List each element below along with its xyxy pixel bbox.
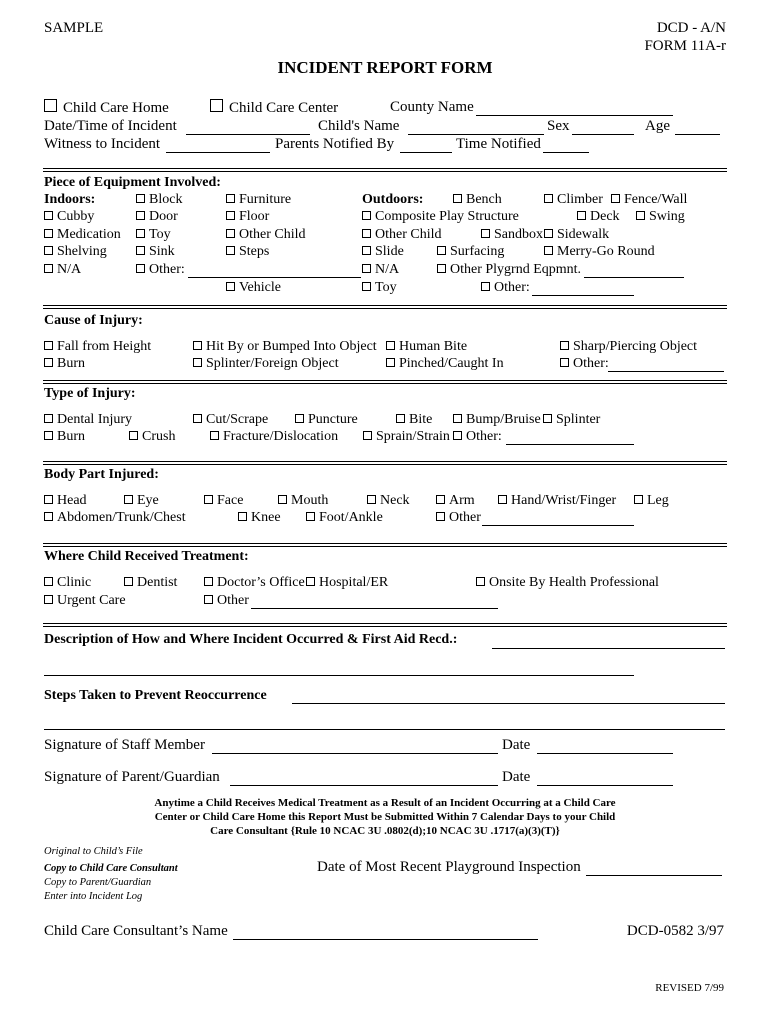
equip-medication[interactable] <box>44 227 121 243</box>
type-cut[interactable] <box>193 412 268 428</box>
checkbox-icon[interactable] <box>226 229 235 238</box>
date-time-field[interactable] <box>186 134 310 135</box>
option-label: Onsite By Health Professional <box>489 575 659 590</box>
option-label: Vehicle <box>239 280 281 295</box>
parents-notified-field[interactable] <box>400 152 452 153</box>
body-heading: Body Part Injured: <box>44 467 159 482</box>
parent-date-field[interactable] <box>537 785 673 786</box>
option-label: Fall from Height <box>57 339 152 354</box>
option-label: Other Plygrnd Eqpmnt. <box>450 262 582 277</box>
checkbox-icon[interactable] <box>560 341 569 350</box>
checkbox-icon[interactable] <box>124 495 133 504</box>
checkbox-icon[interactable] <box>193 414 202 423</box>
section-divider <box>43 168 727 172</box>
option-label: Fracture/Dislocation <box>223 429 339 444</box>
consultant-name-field[interactable] <box>233 939 538 940</box>
option-label: Other Child <box>239 227 306 242</box>
type-fracture[interactable] <box>210 429 338 445</box>
equip-shelving[interactable] <box>44 244 107 260</box>
option-label: Human Bite <box>399 339 468 354</box>
checkbox-icon[interactable] <box>306 512 315 521</box>
option-label: Other <box>449 510 481 525</box>
equip-fence[interactable] <box>611 192 687 208</box>
option-label: Crush <box>142 429 176 444</box>
distribution-consultant: Copy to Child Care Consultant <box>44 863 178 874</box>
option-label: Splinter <box>556 412 601 427</box>
checkbox-icon[interactable] <box>44 414 53 423</box>
option-label: Foot/Ankle <box>319 510 383 525</box>
child-care-center-option[interactable] <box>210 99 338 117</box>
distribution-parent: Copy to Parent/Guardian <box>44 877 152 888</box>
option-label: Dental Injury <box>57 412 133 427</box>
equip-other-plygrnd[interactable] <box>437 262 581 278</box>
checkbox-icon[interactable] <box>44 431 53 440</box>
option-label: Neck <box>380 493 410 508</box>
checkbox-icon[interactable] <box>362 229 371 238</box>
treatment-other-field[interactable] <box>251 608 498 609</box>
notice-line-2: Center or Child Care Home this Report Must be Submitted Within 7 Calendar Days to your Child <box>154 811 616 823</box>
equip-toy-out[interactable] <box>362 280 397 296</box>
indoors-label: Indoors: <box>44 192 96 207</box>
checkbox-icon[interactable] <box>44 211 53 220</box>
equip-block[interactable] <box>136 192 182 208</box>
option-label: Other Child <box>375 227 442 242</box>
equip-sandbox[interactable] <box>481 227 543 243</box>
body-head[interactable] <box>44 493 87 509</box>
equip-na-out[interactable] <box>362 262 399 278</box>
option-label: Steps <box>239 244 270 259</box>
checkbox-icon[interactable] <box>636 211 645 220</box>
equip-cubby[interactable] <box>44 209 94 225</box>
option-label: Child Care Center <box>229 100 339 116</box>
childs-name-label: Child's Name <box>318 118 400 134</box>
form-number: DCD-0582 3/97 <box>626 923 724 939</box>
body-arm[interactable] <box>436 493 475 509</box>
option-label: Furniture <box>239 192 292 207</box>
option-label: Deck <box>590 209 620 224</box>
option-label: Sandbox <box>494 227 543 242</box>
equip-climber[interactable] <box>544 192 603 208</box>
option-label: Child Care Home <box>63 100 169 116</box>
child-care-home-option[interactable] <box>44 99 169 117</box>
checkbox-icon[interactable] <box>437 246 446 255</box>
option-label: Merry-Go Round <box>557 244 655 259</box>
checkbox-icon[interactable] <box>362 211 371 220</box>
option-label: Other: <box>149 262 185 277</box>
checkbox-icon[interactable] <box>136 246 145 255</box>
equip-surfacing[interactable] <box>437 244 504 260</box>
option-label: Hit By or Bumped Into Object <box>206 339 377 354</box>
checkbox-icon[interactable] <box>226 194 235 203</box>
option-label: Sharp/Piercing Object <box>573 339 698 354</box>
checkbox-icon[interactable] <box>278 495 287 504</box>
description-field-2[interactable] <box>44 675 634 676</box>
checkbox-icon[interactable] <box>363 431 372 440</box>
checkbox-icon[interactable] <box>498 495 507 504</box>
checkbox-icon[interactable] <box>611 194 620 203</box>
equip-floor[interactable] <box>226 209 269 225</box>
outdoors-label: Outdoors: <box>362 192 424 207</box>
checkbox-icon[interactable] <box>136 211 145 220</box>
time-notified-field[interactable] <box>543 152 589 153</box>
option-label: Urgent Care <box>57 593 126 608</box>
treatment-heading: Where Child Received Treatment: <box>44 549 249 564</box>
type-other-field[interactable] <box>506 444 634 445</box>
type-bite[interactable] <box>396 412 432 428</box>
cause-pinched[interactable] <box>386 356 504 372</box>
checkbox-icon[interactable] <box>481 229 490 238</box>
option-label: Mouth <box>291 493 329 508</box>
option-label: Doctor’s Office <box>217 575 305 590</box>
checkbox-icon[interactable] <box>386 358 395 367</box>
option-label: Other <box>217 593 249 608</box>
option-label: Shelving <box>57 244 107 259</box>
equip-vehicle[interactable] <box>226 280 281 296</box>
checkbox-icon[interactable] <box>238 512 247 521</box>
sex-label: Sex <box>547 118 570 134</box>
body-neck[interactable] <box>367 493 410 509</box>
equip-steps[interactable] <box>226 244 269 260</box>
consultant-name-label: Child Care Consultant’s Name <box>44 923 228 939</box>
steps-heading: Steps Taken to Prevent Reoccurrence <box>44 688 267 703</box>
checkbox-icon[interactable] <box>193 341 202 350</box>
equip-toy[interactable] <box>136 227 171 243</box>
option-label: Surfacing <box>450 244 505 259</box>
option-label: Toy <box>149 227 171 242</box>
county-name-field[interactable] <box>476 115 673 116</box>
option-label: Climber <box>557 192 603 207</box>
equip-other-out-field[interactable] <box>532 295 634 296</box>
county-name-label: County Name <box>390 99 474 115</box>
type-other[interactable] <box>453 429 502 445</box>
sample-label: SAMPLE <box>44 20 104 36</box>
checkbox-icon[interactable] <box>476 577 485 586</box>
option-label: Face <box>217 493 244 508</box>
option-label: Pinched/Caught In <box>399 356 504 371</box>
equip-other-child[interactable] <box>226 227 306 243</box>
equip-door[interactable] <box>136 209 178 225</box>
form-code-1: DCD - A/N <box>656 20 726 36</box>
option-label: Burn <box>57 429 85 444</box>
checkbox-icon[interactable] <box>193 358 202 367</box>
checkbox-icon[interactable] <box>44 99 57 112</box>
equip-furniture[interactable] <box>226 192 291 208</box>
checkbox-icon[interactable] <box>44 264 53 273</box>
checkbox-icon[interactable] <box>634 495 643 504</box>
checkbox-icon[interactable] <box>44 246 53 255</box>
checkbox-icon[interactable] <box>386 341 395 350</box>
checkbox-icon[interactable] <box>136 229 145 238</box>
checkbox-icon[interactable] <box>453 194 462 203</box>
body-face[interactable] <box>204 493 243 509</box>
section-divider <box>43 461 727 465</box>
checkbox-icon[interactable] <box>295 414 304 423</box>
checkbox-icon[interactable] <box>362 246 371 255</box>
distribution-original: Original to Child’s File <box>44 846 143 857</box>
checkbox-icon[interactable] <box>362 264 371 273</box>
treatment-doctor[interactable] <box>204 575 305 591</box>
type-splinter[interactable] <box>543 412 600 428</box>
cause-splinter[interactable] <box>193 356 339 372</box>
section-divider <box>43 623 727 627</box>
body-other-field[interactable] <box>482 525 634 526</box>
body-other[interactable] <box>436 510 481 526</box>
checkbox-icon[interactable] <box>543 414 552 423</box>
checkbox-icon[interactable] <box>44 577 53 586</box>
date-time-label: Date/Time of Incident <box>44 118 177 134</box>
section-divider <box>43 305 727 309</box>
treatment-hospital[interactable] <box>306 575 388 591</box>
section-divider <box>43 380 727 384</box>
notice-line-1: Anytime a Child Receives Medical Treatment as a Result of an Incident Occurring at a Child Care <box>154 797 616 809</box>
equip-other-plygrnd-field[interactable] <box>584 277 684 278</box>
checkbox-icon[interactable] <box>544 246 553 255</box>
equipment-heading: Piece of Equipment Involved: <box>44 175 221 190</box>
checkbox-icon[interactable] <box>226 246 235 255</box>
body-foot[interactable] <box>306 510 383 526</box>
option-label: Splinter/Foreign Object <box>206 356 339 371</box>
staff-signature-field[interactable] <box>212 753 498 754</box>
parent-signature-label: Signature of Parent/Guardian <box>44 769 220 785</box>
staff-date-label: Date <box>502 737 531 753</box>
checkbox-icon[interactable] <box>396 414 405 423</box>
checkbox-icon[interactable] <box>367 495 376 504</box>
option-label: Puncture <box>308 412 358 427</box>
time-notified-label: Time Notified <box>456 136 541 152</box>
checkbox-icon[interactable] <box>44 595 53 604</box>
equip-slide[interactable] <box>362 244 404 260</box>
body-hand[interactable] <box>498 493 616 509</box>
option-label: Burn <box>57 356 85 371</box>
option-label: Bite <box>409 412 433 427</box>
option-label: Dentist <box>137 575 178 590</box>
option-label: Fence/Wall <box>624 192 688 207</box>
body-abdomen[interactable] <box>44 510 186 526</box>
checkbox-icon[interactable] <box>44 495 53 504</box>
type-burn[interactable] <box>44 429 85 445</box>
option-label: Block <box>149 192 183 207</box>
checkbox-icon[interactable] <box>44 358 53 367</box>
checkbox-icon[interactable] <box>436 495 445 504</box>
option-label: Composite Play Structure <box>375 209 519 224</box>
checkbox-icon[interactable] <box>306 577 315 586</box>
cause-human-bite[interactable] <box>386 339 467 355</box>
checkbox-icon[interactable] <box>560 358 569 367</box>
option-label: Door <box>149 209 178 224</box>
option-label: Arm <box>449 493 475 508</box>
option-label: Sprain/Strain <box>376 429 450 444</box>
option-label: Cubby <box>57 209 95 224</box>
cause-fall[interactable] <box>44 339 151 355</box>
cause-sharp[interactable] <box>560 339 697 355</box>
cause-hit[interactable] <box>193 339 377 355</box>
checkbox-icon[interactable] <box>437 264 446 273</box>
option-label: Sidewalk <box>557 227 610 242</box>
cause-other[interactable] <box>560 356 609 372</box>
body-eye[interactable] <box>124 493 159 509</box>
option-label: Toy <box>375 280 397 295</box>
option-label: Other: <box>466 429 502 444</box>
checkbox-icon[interactable] <box>481 282 490 291</box>
steps-field-2[interactable] <box>44 729 725 730</box>
cause-burn[interactable] <box>44 356 85 372</box>
age-label: Age <box>645 118 670 134</box>
checkbox-icon[interactable] <box>136 194 145 203</box>
witness-field[interactable] <box>166 152 270 153</box>
option-label: Hospital/ER <box>319 575 389 590</box>
checkbox-icon[interactable] <box>124 577 133 586</box>
body-mouth[interactable] <box>278 493 328 509</box>
checkbox-icon[interactable] <box>136 264 145 273</box>
option-label: Swing <box>649 209 685 224</box>
parents-notified-label: Parents Notified By <box>275 136 395 152</box>
option-label: Slide <box>375 244 404 259</box>
childs-name-field[interactable] <box>408 134 544 135</box>
checkbox-icon[interactable] <box>226 211 235 220</box>
treatment-clinic[interactable] <box>44 575 91 591</box>
option-label: N/A <box>57 262 82 277</box>
option-label: Floor <box>239 209 270 224</box>
option-label: Knee <box>251 510 281 525</box>
distribution-log: Enter into Incident Log <box>44 891 143 902</box>
checkbox-icon[interactable] <box>436 512 445 521</box>
description-field-1[interactable] <box>492 648 725 649</box>
option-label: Other: <box>494 280 530 295</box>
checkbox-icon[interactable] <box>453 431 462 440</box>
witness-label: Witness to Incident <box>44 136 161 152</box>
parent-signature-field[interactable] <box>230 785 498 786</box>
checkbox-icon[interactable] <box>362 282 371 291</box>
staff-signature-label: Signature of Staff Member <box>44 737 205 753</box>
equip-composite[interactable] <box>362 209 519 225</box>
equip-other-field[interactable] <box>188 277 361 278</box>
parent-date-label: Date <box>502 769 531 785</box>
checkbox-icon[interactable] <box>204 495 213 504</box>
body-leg[interactable] <box>634 493 669 509</box>
option-label: Leg <box>647 493 669 508</box>
steps-field-1[interactable] <box>292 703 725 704</box>
checkbox-icon[interactable] <box>453 414 462 423</box>
checkbox-icon[interactable] <box>210 431 219 440</box>
option-label: Bump/Bruise <box>466 412 541 427</box>
treatment-onsite[interactable] <box>476 575 659 591</box>
equip-bench[interactable] <box>453 192 502 208</box>
form-code-2: FORM 11A-r <box>644 38 726 54</box>
equip-sink[interactable] <box>136 244 175 260</box>
checkbox-icon[interactable] <box>210 99 223 112</box>
type-sprain[interactable] <box>363 429 450 445</box>
type-dental[interactable] <box>44 412 132 428</box>
checkbox-icon[interactable] <box>44 229 53 238</box>
type-bump[interactable] <box>453 412 541 428</box>
option-label: Abdomen/Trunk/Chest <box>57 510 186 525</box>
playground-inspection-field[interactable] <box>586 875 722 876</box>
option-label: Sink <box>149 244 175 259</box>
equip-na[interactable] <box>44 262 81 278</box>
option-label: Eye <box>137 493 159 508</box>
playground-inspection-label: Date of Most Recent Playground Inspection <box>317 859 581 875</box>
notice-line-3: Care Consultant {Rule 10 NCAC 3U .0802(d);10 NCAC 3U .1717(a)(3)(T)} <box>210 825 560 837</box>
page-title: INCIDENT REPORT FORM <box>277 58 493 77</box>
checkbox-icon[interactable] <box>129 431 138 440</box>
cause-heading: Cause of Injury: <box>44 313 143 328</box>
section-divider <box>43 543 727 547</box>
body-knee[interactable] <box>238 510 281 526</box>
option-label: Medication <box>57 227 121 242</box>
type-puncture[interactable] <box>295 412 358 428</box>
option-label: Cut/Scrape <box>206 412 269 427</box>
equip-other[interactable] <box>136 262 185 278</box>
checkbox-icon[interactable] <box>204 577 213 586</box>
checkbox-icon[interactable] <box>544 194 553 203</box>
type-heading: Type of Injury: <box>44 386 136 401</box>
option-label: Clinic <box>57 575 92 590</box>
staff-date-field[interactable] <box>537 753 673 754</box>
equip-other-out[interactable] <box>481 280 530 296</box>
cause-other-field[interactable] <box>608 371 724 372</box>
treatment-other[interactable] <box>204 593 249 609</box>
equip-sidewalk[interactable] <box>544 227 609 243</box>
sex-field[interactable] <box>572 134 634 135</box>
treatment-dentist[interactable] <box>124 575 177 591</box>
checkbox-icon[interactable] <box>44 341 53 350</box>
checkbox-icon[interactable] <box>577 211 586 220</box>
equip-other-child-out[interactable] <box>362 227 442 243</box>
option-label: Head <box>57 493 87 508</box>
checkbox-icon[interactable] <box>44 512 53 521</box>
equip-merry[interactable] <box>544 244 655 260</box>
option-label: Bench <box>466 192 502 207</box>
age-field[interactable] <box>675 134 720 135</box>
equip-deck[interactable] <box>577 209 620 225</box>
checkbox-icon[interactable] <box>226 282 235 291</box>
checkbox-icon[interactable] <box>204 595 213 604</box>
description-heading: Description of How and Where Incident Occurred & First Aid Recd.: <box>44 632 458 647</box>
equip-swing[interactable] <box>636 209 685 225</box>
option-label: Hand/Wrist/Finger <box>511 493 617 508</box>
revised-label: REVISED 7/99 <box>655 982 724 994</box>
option-label: N/A <box>375 262 400 277</box>
treatment-urgent[interactable] <box>44 593 126 609</box>
checkbox-icon[interactable] <box>544 229 553 238</box>
option-label: Other: <box>573 356 609 371</box>
type-crush[interactable] <box>129 429 175 445</box>
